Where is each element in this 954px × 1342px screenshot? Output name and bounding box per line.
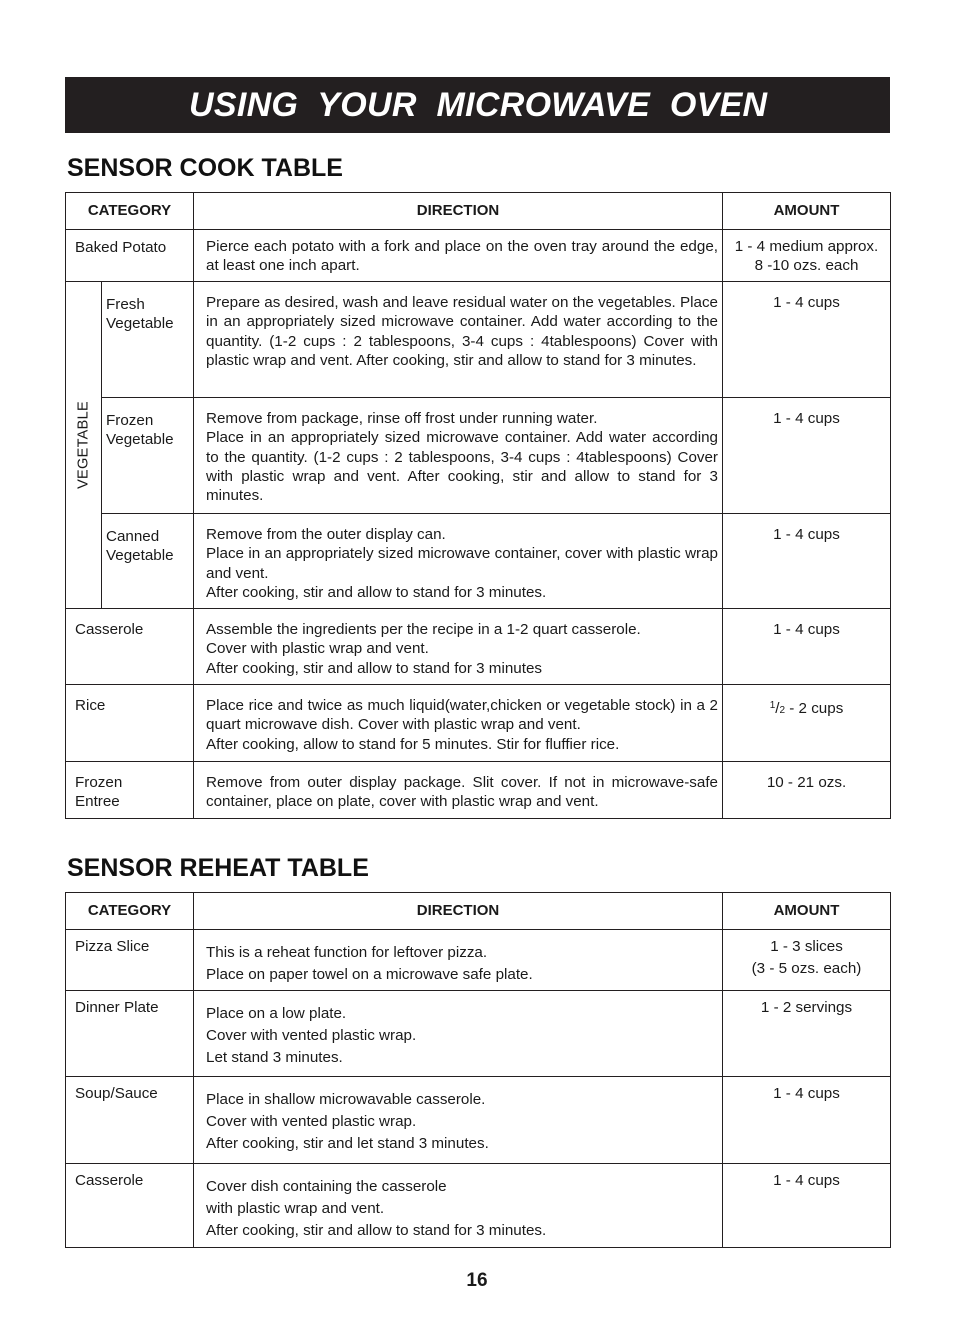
table-row xyxy=(66,1077,891,1164)
amount-cell: 1 - 4 cups xyxy=(723,514,891,609)
category-cell: Fresh Vegetable xyxy=(102,282,194,398)
direction-cell xyxy=(194,991,723,1077)
header-direction: DIRECTION xyxy=(194,893,723,930)
sensor-cook-table xyxy=(65,192,891,819)
sensor-cook-heading: SENSOR COOK TABLE xyxy=(67,154,343,182)
amount-line: 1 - 4 medium approx. xyxy=(734,238,879,255)
direction-cell xyxy=(194,1164,723,1248)
table-header-row xyxy=(66,193,891,230)
category-cell: Casserole xyxy=(66,609,194,685)
direction-line: Cover dish containing the casserole xyxy=(206,1178,447,1195)
direction-line: After cooking, stir and allow to stand for 3 minutes xyxy=(206,659,542,677)
table-header-row xyxy=(66,893,891,930)
amount-line: 1 - 3 slices xyxy=(770,938,843,955)
fraction-denominator: 2 xyxy=(779,705,786,716)
table-row xyxy=(66,685,891,762)
amount-line: 8 -10 ozs. each xyxy=(754,257,859,275)
direction-line: Place in shallow microwavable casserole. xyxy=(206,1091,486,1108)
vegetable-group-cell xyxy=(66,282,102,609)
direction-line: Place in an appropriately sized microwave container. Add water according to the quantity. (1-2 cups : 2 tablespoons, 3-4 cups : 4tablespoons) Cover with plastic wrap and vent. After cooking, stir and allow to stand for 3 minutes. xyxy=(206,429,718,505)
direction-line: Remove from package, rinse off frost under running water. xyxy=(206,410,598,427)
category-cell: Canned Vegetable xyxy=(102,514,194,609)
direction-cell xyxy=(194,514,723,609)
direction-line: This is a reheat function for leftover pizza. xyxy=(206,944,488,961)
table-row xyxy=(66,609,891,685)
amount-text: - 2 cups xyxy=(785,700,844,717)
sensor-reheat-table xyxy=(65,892,891,1248)
amount-cell: 10 - 21 ozs. xyxy=(723,762,891,819)
direction-line: Place rice and twice as much liquid(water,chicken or vegetable stock) in a 2 quart microwave dish. Cover with plastic wrap and vent. xyxy=(206,697,718,734)
header-amount: AMOUNT xyxy=(723,893,891,930)
amount-cell: $^1$/2 - 2 cups xyxy=(723,685,891,762)
direction-line: Place on a low plate. xyxy=(206,1005,347,1022)
direction-line: Let stand 3 minutes. xyxy=(206,1049,343,1066)
direction-line: After cooking, stir and allow to stand for 3 minutes. xyxy=(206,1222,547,1239)
amount-cell: 1 - 4 cups xyxy=(723,1164,891,1248)
amount-cell: 1 - 2 servings xyxy=(723,991,891,1077)
header-category: CATEGORY xyxy=(66,893,194,930)
direction-line: Place in an appropriately sized microwave container, cover with plastic wrap and vent. xyxy=(206,545,718,582)
table-row xyxy=(66,991,891,1077)
table-row xyxy=(66,514,891,609)
table-row xyxy=(66,1164,891,1248)
table-row xyxy=(66,930,891,991)
category-cell: Baked Potato xyxy=(66,230,194,282)
direction-line: Cover with vented plastic wrap. xyxy=(206,1027,417,1044)
direction-line: Cover with vented plastic wrap. xyxy=(206,1113,417,1130)
table-row xyxy=(66,762,891,819)
amount-cell: 1 - 4 cups xyxy=(723,398,891,514)
banner-title: USING YOUR MICROWAVE OVEN xyxy=(189,85,768,124)
sensor-reheat-heading: SENSOR REHEAT TABLE xyxy=(67,854,369,882)
header-amount: AMOUNT xyxy=(723,193,891,230)
category-cell: Pizza Slice xyxy=(66,930,194,991)
direction-cell: Pierce each potato with a fork and place on the oven tray around the edge, at least one inch apart. xyxy=(194,230,723,282)
vegetable-group-label: VEGETABLE xyxy=(74,401,91,489)
page-number: 16 xyxy=(466,1270,488,1291)
direction-cell xyxy=(194,685,723,762)
direction-line: After cooking, stir and allow to stand for 3 minutes. xyxy=(206,583,547,601)
table-row xyxy=(66,230,891,282)
fraction-numerator: 1 xyxy=(769,700,776,711)
direction-line: Assemble the ingredients per the recipe in a 1-2 quart casserole. xyxy=(206,621,641,638)
amount-cell: 1 - 4 cups xyxy=(723,1077,891,1164)
category-cell: Frozen Entree xyxy=(66,762,194,819)
category-cell: Dinner Plate xyxy=(66,991,194,1077)
header-direction: DIRECTION xyxy=(194,193,723,230)
direction-cell xyxy=(194,930,723,991)
amount-cell: 1 - 4 cups xyxy=(723,282,891,398)
direction-line: Remove from the outer display can. xyxy=(206,526,446,543)
category-cell: Casserole xyxy=(66,1164,194,1248)
direction-line: Cover with plastic wrap and vent. xyxy=(206,640,429,658)
direction-cell xyxy=(194,398,723,514)
direction-line: Place on paper towel on a microwave safe plate. xyxy=(206,966,533,983)
table-row xyxy=(66,282,891,398)
amount-cell xyxy=(723,930,891,991)
category-cell: Frozen Vegetable xyxy=(102,398,194,514)
table-row xyxy=(66,398,891,514)
header-category: CATEGORY xyxy=(66,193,194,230)
direction-cell: Remove from outer display package. Slit cover. If not in microwave-safe container, place on plate, cover with plastic wrap and vent. xyxy=(194,762,723,819)
direction-cell xyxy=(194,1077,723,1164)
category-cell: Rice xyxy=(66,685,194,762)
direction-cell: Prepare as desired, wash and leave residual water on the vegetables. Place in an appropriately sized microwave container. Add water according to the quantity. (1-2 cups : 2 tablespoons, 3-4 cups : 4tablespoons) Cover with plastic wrap and vent. After cooking, stir and allow to stand for 3 minutes. xyxy=(194,282,723,398)
direction-cell xyxy=(194,609,723,685)
amount-cell: 1 - 4 cups xyxy=(723,609,891,685)
page-banner xyxy=(65,77,890,133)
amount-cell xyxy=(723,230,891,282)
direction-line: After cooking, stir and let stand 3 minutes. xyxy=(206,1135,489,1152)
direction-line: After cooking, allow to stand for 5 minutes. Stir for fluffier rice. xyxy=(206,735,620,753)
amount-line: (3 - 5 ozs. each) xyxy=(751,960,862,977)
direction-line: with plastic wrap and vent. xyxy=(206,1200,385,1217)
category-cell: Soup/Sauce xyxy=(66,1077,194,1164)
